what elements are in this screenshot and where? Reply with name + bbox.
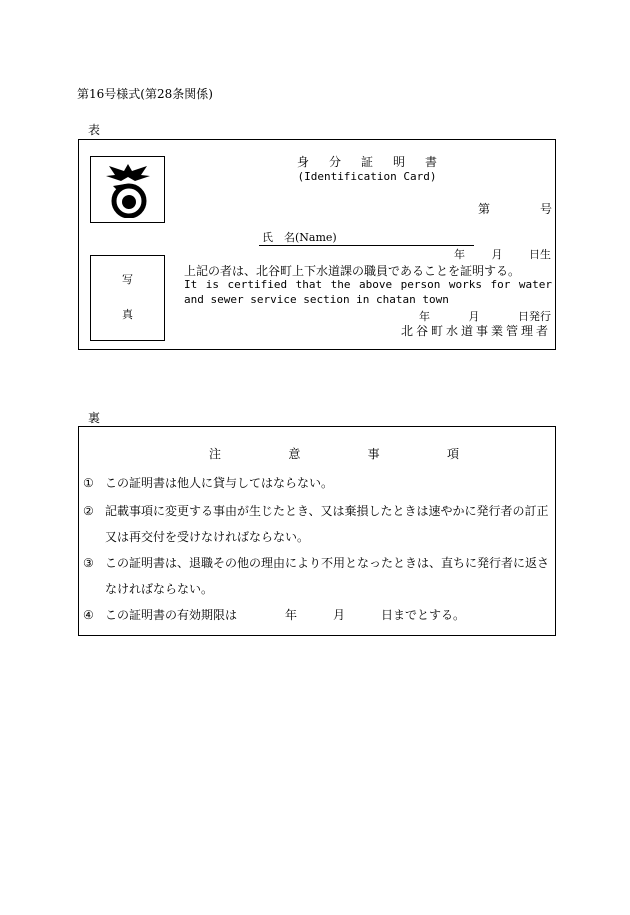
note-text: この証明書の有効期限は 年 月 日までとする。 xyxy=(105,608,466,622)
form-number: 第16号様式(第28条関係) xyxy=(77,87,213,101)
note-text: この証明書は他人に貸与してはならない。 xyxy=(105,476,334,490)
card-subtitle: (Identification Card) xyxy=(297,170,437,183)
card-title: 身分証明書 xyxy=(296,155,457,169)
note-number: ④ xyxy=(83,608,94,622)
photo-placeholder xyxy=(90,255,165,341)
birth-year: 年 xyxy=(454,248,465,261)
note-number: ③ xyxy=(83,556,94,570)
note-number: ② xyxy=(83,504,94,518)
front-side-label: 表 xyxy=(88,123,101,137)
birth-date xyxy=(454,246,551,262)
card-number xyxy=(478,200,552,217)
town-emblem-icon xyxy=(105,162,151,218)
birth-month: 月 xyxy=(491,248,503,261)
issuer: 北谷町水道事業管理者 xyxy=(400,324,551,338)
notes-title xyxy=(209,445,459,462)
notes-title-char: 注 xyxy=(209,447,222,461)
note-text: 記載事項に変更する事由が生じたとき、又は棄損したときは速やかに発行者の訂正 xyxy=(105,504,549,518)
notes-title-char: 項 xyxy=(446,447,459,461)
emblem-frame xyxy=(90,156,165,223)
issue-month: 月 xyxy=(468,310,480,323)
note-2-continued: 又は再交付を受けなければならない。 xyxy=(105,530,310,544)
id-card-front xyxy=(78,139,556,350)
photo-char-1: 写 xyxy=(122,273,133,286)
number-suffix: 号 xyxy=(539,202,552,216)
name-field: 氏 名(Name) xyxy=(259,229,474,246)
note-text: この証明書は、退職その他の理由により不用となったときは、直ちに発行者に返さ xyxy=(105,556,550,570)
id-card-back xyxy=(78,426,556,636)
note-2 xyxy=(83,502,549,519)
birth-day: 日生 xyxy=(529,248,551,261)
note-1 xyxy=(83,474,333,491)
number-prefix: 第 xyxy=(478,202,491,216)
note-3-continued: なければならない。 xyxy=(105,582,214,596)
notes-title-char: 意 xyxy=(288,447,301,461)
certification-ja: 上記の者は、北谷町上下水道課の職員であることを証明する。 xyxy=(184,264,521,278)
notes-title-char: 事 xyxy=(367,447,380,461)
back-side-label: 裏 xyxy=(88,411,101,425)
note-4 xyxy=(83,606,465,623)
issue-year: 年 xyxy=(419,310,430,323)
note-3 xyxy=(83,554,549,571)
issue-day: 日発行 xyxy=(518,310,551,323)
certification-en: It is certified that the above person works for water and sewer service section in chatan town xyxy=(184,278,552,306)
photo-char-2: 真 xyxy=(122,308,133,321)
note-number: ① xyxy=(83,476,94,490)
